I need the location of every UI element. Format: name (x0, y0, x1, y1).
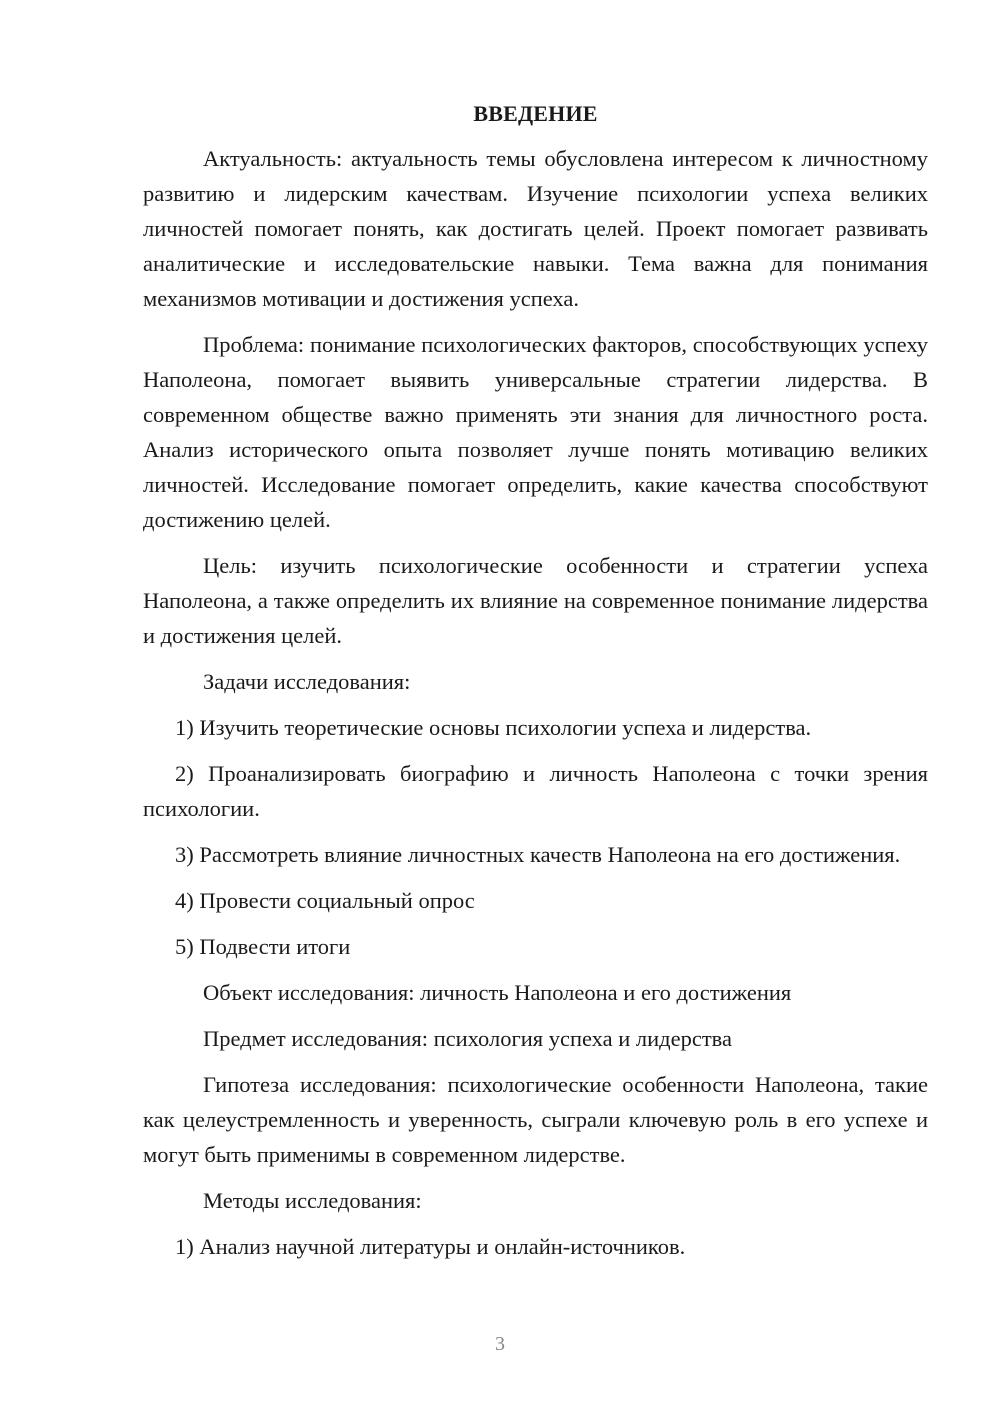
task-item: 2) Проанализировать биографию и личность Наполеона с точки зрения психологии. (143, 761, 928, 821)
research-subject: Предмет исследования: психология успеха и лидерства (203, 1026, 732, 1051)
problem-paragraph: Проблема: понимание психологических факторов, способствующих успеху Наполеона, помогает выявить универсальные стратегии лидерства. В современном обществе важно применять эти знания для личностного роста. Анализ исторического опыта позволяет лучше понять мотивацию великих личностей. Исследование помогает определить, какие качества способствуют достижению целей. (143, 332, 928, 532)
relevance-paragraph: Актуальность: актуальность темы обусловлена интересом к личностному развитию и лидерским качествам. Изучение психологии успеха великих личностей помогает понять, как достигать целей. Проект помогает развивать аналитические и исследовательские навыки. Тема важна для понимания механизмов мотивации и достижения успеха. (143, 146, 928, 311)
method-item: 1) Анализ научной литературы и онлайн-источников. (175, 1234, 686, 1259)
page-content (143, 96, 928, 1275)
research-object: Объект исследования: личность Наполеона и его достижения (203, 980, 792, 1005)
tasks-heading: Задачи исследования: (203, 669, 411, 694)
goal-paragraph: Цель: изучить психологические особенности и стратегии успеха Наполеона, а также определить их влияние на современное понимание лидерства и достижения целей. (143, 553, 928, 648)
task-item: 5) Подвести итоги (175, 934, 351, 959)
methods-heading: Методы исследования: (203, 1188, 422, 1213)
task-item: 4) Провести социальный опрос (175, 888, 475, 913)
section-title: ВВЕДЕНИЕ (473, 101, 598, 126)
task-item: 3) Рассмотреть влияние личностных качеств Наполеона на его достижения. (175, 842, 901, 867)
task-item: 1) Изучить теоретические основы психологии успеха и лидерства. (175, 715, 812, 740)
page-number: 3 (495, 1333, 505, 1355)
hypothesis-paragraph: Гипотеза исследования: психологические особенности Наполеона, такие как целеустремленность и уверенность, сыграли ключевую роль в его успехе и могут быть применимы в современном лидерстве. (143, 1072, 928, 1167)
